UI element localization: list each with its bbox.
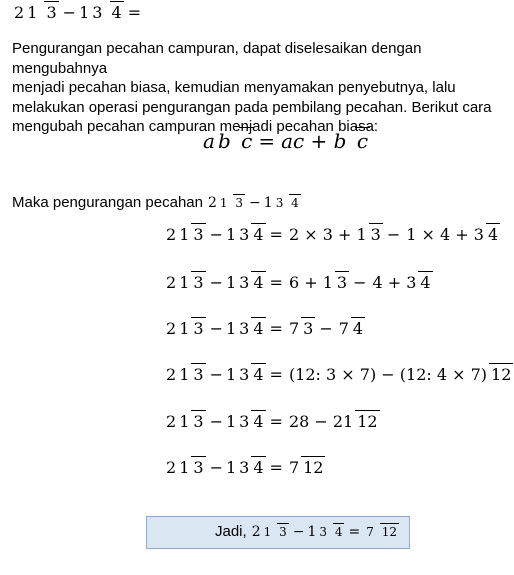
step-denominator: 4 [253,458,264,477]
step-whole-2: 1 [225,458,237,477]
step-whole-1: 2 [166,225,177,244]
conclusion-denominator-1: 3 [279,524,287,539]
step-row [166,414,381,430]
step-fraction-2 [237,414,265,430]
maka-line [12,193,302,213]
step-denominator: 4 [253,365,264,384]
conclusion-fraction-1 [262,526,289,538]
step-denominator: 3 [193,319,204,338]
step-whole-1: 2 [166,365,177,384]
step-whole-2: 1 [225,319,237,338]
step-rhs-minus: − [386,225,401,244]
maka-fraction-1 [218,197,245,209]
step-rhs-fraction-b [337,321,365,337]
step-fraction-1 [177,275,205,291]
step-rhs-numerator: (12: 3 × 7) − (12: 4 × 7) [288,365,488,384]
step-numerator: 1 [179,319,190,338]
q-fraction-1 [25,5,58,21]
explanation-paragraph [12,39,504,137]
step-row [166,227,501,243]
step-rhs-denominator: 4 [487,225,499,244]
step-whole-2: 1 [225,273,237,292]
step-fraction-1 [177,460,205,476]
q-whole-1: 2 [14,3,25,22]
step-minus: − [209,273,223,292]
formula-fraction [216,131,254,151]
step-minus: − [209,412,223,431]
step-equals: = [269,319,283,338]
explanation-line-2: menjadi pecahan biasa, kemudian menyamakan penyebutnya, lalu [12,79,456,96]
maka-denominator-1: 3 [235,195,244,210]
step-rhs-fraction-a [287,227,383,243]
step-fraction-2 [237,227,265,243]
step-numerator: 1 [179,225,190,244]
q-numerator-2: 3 [92,3,103,22]
formula-rhs-denominator: c [356,129,369,153]
step-rhs-denominator: 12 [303,458,324,477]
step-minus: − [209,458,223,477]
step-numerator: 3 [239,458,250,477]
step-fraction-2 [237,460,265,476]
step-rhs-numerator: 6 + 1 [288,273,333,292]
question-expression [14,5,144,21]
q-denominator-2: 4 [111,3,122,22]
conclusion-numerator-2: 3 [319,524,328,539]
conclusion-denominator-2: 4 [334,524,343,539]
step-equals: = [269,365,283,384]
step-equals: = [269,225,283,244]
explanation-line-1: Pengurangan pecahan campuran, dapat diselesaikan dengan mengubahnya [12,40,422,77]
conclusion-box [146,516,410,549]
conclusion-label: Jadi, [215,523,247,540]
step-minus: − [209,225,223,244]
step-row [166,321,366,337]
explanation-line-4: mengubah pecahan campuran menjadi pecahan biasa: [12,118,379,135]
formula-equals: = [258,129,276,153]
step-rhs-numerator: 7 [288,319,300,338]
maka-whole-2: 1 [263,194,273,211]
step-rhs-fraction-a [287,275,349,291]
step-rhs-denominator: 3 [303,319,314,338]
formula-denominator: c [241,129,253,153]
q-denominator-1: 3 [46,3,57,22]
step-fraction-1 [177,367,205,383]
step-row [166,367,514,383]
step-denominator: 4 [253,319,264,338]
formula-numerator: b [217,129,231,153]
step-numerator: 3 [239,319,250,338]
maka-denominator-2: 4 [291,195,299,210]
step-row [166,460,326,476]
step-rhs-minus: − [319,319,333,338]
step-row [166,275,434,291]
step-fraction-1 [177,321,205,337]
formula-whole: a [203,129,215,153]
step-denominator: 3 [193,273,204,292]
q-equals: = [127,3,142,22]
step-whole-1: 2 [166,458,177,477]
conclusion-result-numerator: 7 [366,524,374,539]
conclusion-whole-1: 2 [251,523,261,540]
step-rhs-minus: − [353,273,367,292]
step-rhs-fraction-b [404,227,500,243]
conversion-formula [203,131,371,151]
step-equals: = [269,458,283,477]
conclusion-fraction-2 [317,526,344,538]
step-rhs-fraction [287,414,380,430]
step-denominator: 3 [193,225,204,244]
step-rhs-denominator: 12 [357,412,378,431]
step-rhs-fraction [287,460,326,476]
step-equals: = [269,412,283,431]
step-rhs-numerator: 7 [338,319,349,338]
conclusion-result-denominator: 12 [381,524,397,539]
step-fraction-1 [177,227,205,243]
step-denominator: 4 [253,225,264,244]
conclusion-numerator-1: 1 [263,524,272,539]
step-fraction-1 [177,414,205,430]
step-whole-2: 1 [225,365,237,384]
step-minus: − [209,319,223,338]
formula-rhs-fraction [279,131,370,151]
maka-whole-1: 2 [208,194,217,211]
explanation-line-3: melakukan operasi pengurangan pada pembilang pecahan. Berikut cara [12,98,492,116]
q-minus: − [62,3,77,22]
step-fraction-2 [237,321,265,337]
step-rhs-numerator: 1 × 4 + 3 [406,225,484,244]
step-numerator: 1 [179,412,190,431]
step-numerator: 1 [179,365,190,384]
step-rhs-numerator: 2 × 3 + 1 [288,225,367,244]
step-rhs-fraction-b [370,275,432,291]
step-rhs-denominator: 3 [370,225,381,244]
formula-rhs-numerator: ac + b [281,129,347,153]
step-whole-2: 1 [225,225,237,244]
step-whole-2: 1 [225,412,237,431]
step-rhs-fraction [287,367,513,383]
q-whole-2: 1 [79,3,90,22]
step-equals: = [269,273,283,292]
step-denominator: 3 [193,458,204,477]
step-denominator: 4 [253,412,264,431]
step-rhs-denominator: 4 [420,273,431,292]
step-rhs-numerator: 4 + 3 [372,273,417,292]
step-rhs-denominator: 3 [336,273,348,292]
conclusion-minus: − [292,523,305,540]
step-numerator: 3 [239,412,250,431]
maka-minus: − [249,194,261,211]
step-denominator: 3 [193,412,204,431]
step-rhs-denominator: 12 [491,365,512,384]
q-numerator-1: 1 [27,3,38,22]
q-fraction-2 [90,5,123,21]
step-rhs-numerator: 7 [288,458,300,477]
maka-numerator-2: 3 [275,195,284,210]
step-whole-1: 2 [166,319,177,338]
maka-text: Maka pengurangan pecahan [12,194,203,211]
step-denominator: 3 [193,365,204,384]
step-numerator: 3 [239,273,250,292]
step-minus: − [209,365,223,384]
conclusion-row [215,522,400,542]
maka-fraction-2 [274,197,301,209]
step-numerator: 1 [179,273,190,292]
step-denominator: 4 [253,273,264,292]
conclusion-result-fraction [364,526,399,538]
maka-numerator-1: 1 [219,195,228,210]
step-numerator: 3 [239,225,250,244]
step-fraction-2 [237,275,265,291]
conclusion-equals: = [348,523,361,540]
step-whole-1: 2 [166,273,177,292]
step-numerator: 3 [239,365,250,384]
step-fraction-2 [237,367,265,383]
step-whole-1: 2 [166,412,177,431]
step-rhs-denominator: 4 [352,319,364,338]
step-rhs-fraction-a [287,321,315,337]
conclusion-whole-2: 1 [307,523,317,540]
step-numerator: 1 [179,458,190,477]
step-rhs-numerator: 28 − 21 [288,412,354,431]
